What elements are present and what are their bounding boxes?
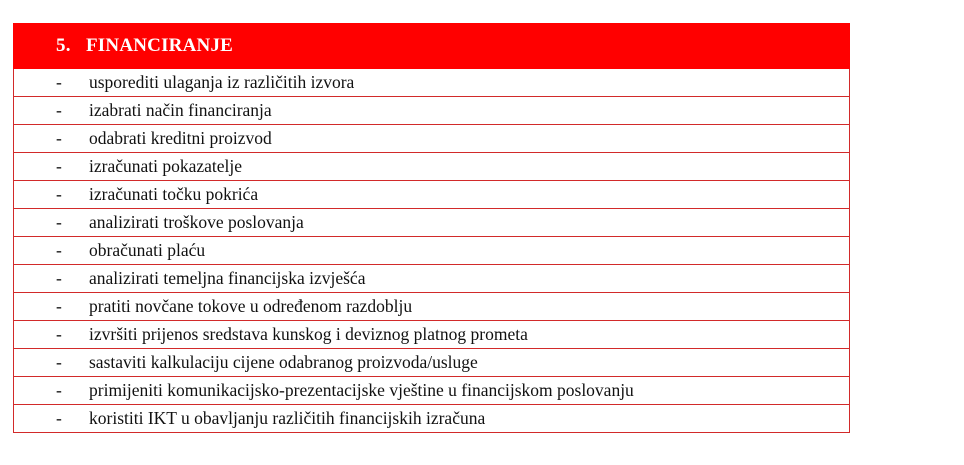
item-text: izračunati pokazatelje [89, 156, 243, 176]
bullet-dash: - [56, 72, 62, 92]
section-title: FINANCIRANJE [86, 35, 234, 56]
list-item [14, 237, 849, 265]
item-text: izvršiti prijenos sredstava kunskog i deviznog platnog prometa [89, 324, 528, 344]
item-text: analizirati temeljna financijska izvješća [89, 268, 366, 288]
bullet-dash: - [56, 296, 62, 316]
item-text: koristiti IKT u obavljanju različitih financijskih izračuna [89, 408, 486, 428]
item-text: sastaviti kalkulaciju cijene odabranog proizvoda/usluge [89, 352, 478, 372]
list-item [14, 181, 849, 209]
item-text: izabrati način financiranja [89, 100, 272, 120]
list-item [14, 405, 849, 433]
item-text: usporediti ulaganja iz različitih izvora [89, 72, 355, 92]
bullet-dash: - [56, 100, 62, 120]
bullet-dash: - [56, 380, 62, 400]
list-item [14, 321, 849, 349]
bullet-dash: - [56, 240, 62, 260]
bullet-dash: - [56, 268, 62, 288]
item-text: izračunati točku pokrića [89, 184, 259, 204]
bullet-dash: - [56, 184, 62, 204]
list-item [14, 125, 849, 153]
item-text: primijeniti komunikacijsko-prezentacijske vještine u financijskom poslovanju [89, 380, 634, 400]
section-number: 5. [56, 35, 71, 56]
financing-table [13, 23, 850, 433]
bullet-dash: - [56, 156, 62, 176]
list-item [14, 209, 849, 237]
item-text: odabrati kreditni proizvod [89, 128, 272, 148]
item-text: analizirati troškove poslovanja [89, 212, 304, 232]
section-header [13, 23, 850, 69]
list-item [14, 293, 849, 321]
list-item [14, 265, 849, 293]
bullet-dash: - [56, 352, 62, 372]
list-item [14, 349, 849, 377]
list-item [14, 97, 849, 125]
list-item [14, 69, 849, 97]
bullet-dash: - [56, 324, 62, 344]
item-list [13, 69, 850, 433]
list-item [14, 153, 849, 181]
item-text: pratiti novčane tokove u određenom razdoblju [89, 296, 413, 316]
item-text: obračunati plaću [89, 240, 206, 260]
bullet-dash: - [56, 128, 62, 148]
bullet-dash: - [56, 408, 62, 428]
list-item [14, 377, 849, 405]
bullet-dash: - [56, 212, 62, 232]
